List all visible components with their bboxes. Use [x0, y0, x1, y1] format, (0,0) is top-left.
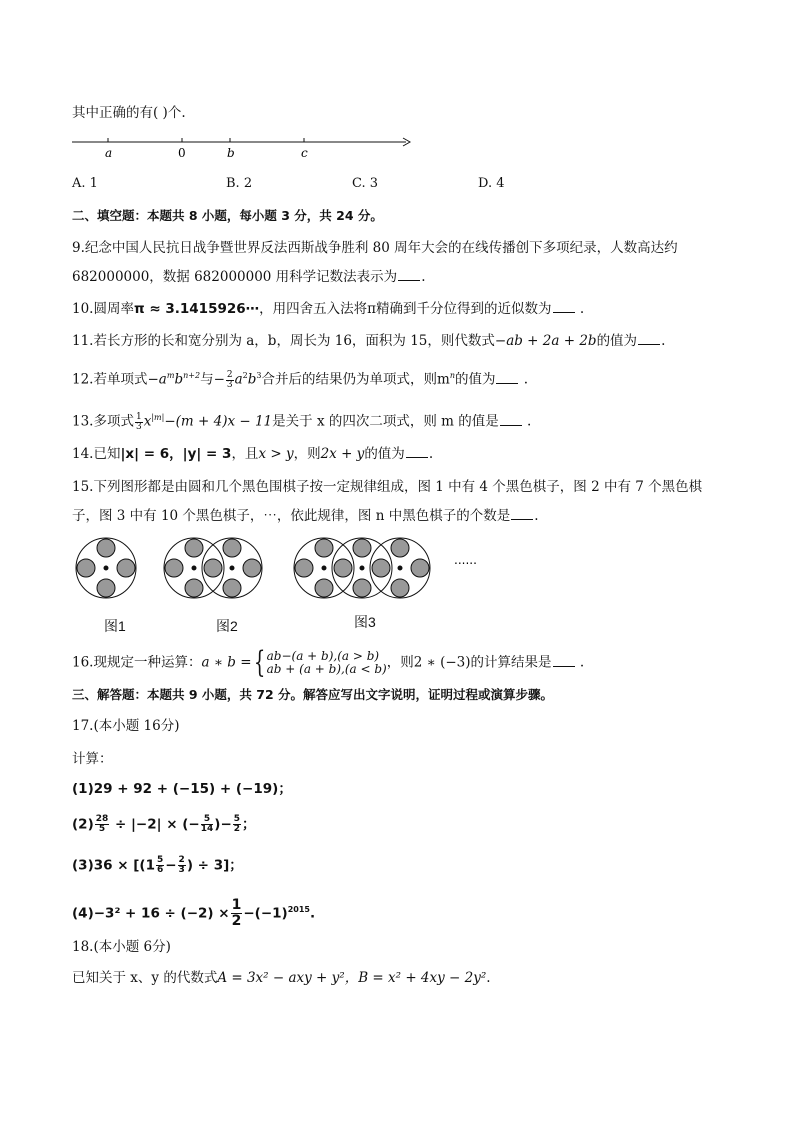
nl-label-b: b [227, 146, 235, 160]
q17-part2: (2) $\frac{28}{5}$ ÷ |−2| × (− $\frac{5}{14}$ )− $\frac{5}{2}$ ； [72, 814, 256, 834]
q18-text: 已知关于 x、y 的代数式A = 3x² − axy + y²，B = x² + 4xy − 2y². [72, 970, 491, 986]
nl-label-a: a [105, 146, 113, 160]
figure-2 [164, 538, 262, 598]
q13: 13.多项式 $\frac{1}{3}$ $x^{|m|}-(m + 4)x - 11$是关于 x 的四次二项式，则 m 的值是 . [72, 411, 532, 432]
option-b[interactable]: B. 2 [226, 176, 253, 191]
q15-line2: 子，图 3 中有 10 个黑色棋子，⋯，依此规律，图 n 中黑色棋子的个数是 . [72, 508, 539, 524]
q18-title: 18.(本小题 6分) [72, 939, 171, 955]
caption-fig1: 图1 [104, 618, 126, 634]
figure-ellipsis: ...... [454, 553, 477, 567]
q14: 14.已知|x| = 6，|y| = 3，且x > y，则2x + y的值为 . [72, 446, 434, 462]
section2-heading: 二、填空题：本题共 8 小题，每小题 3 分，共 24 分。 [72, 208, 383, 223]
figure-1 [76, 538, 136, 598]
option-d[interactable]: D. 4 [478, 176, 505, 191]
option-c[interactable]: C. 3 [352, 176, 379, 191]
q9-line2: 682000000，数据 682000000 用科学记数法表示为 . [72, 269, 426, 285]
q11: 11.若长方形的长和宽分别为 a，b，周长为 16，面积为 15，则代数式−ab + 2a + 2b的值为 . [72, 333, 666, 349]
nl-label-0: 0 [178, 146, 186, 160]
section3-heading: 三、解答题：本题共 9 小题，共 72 分。解答应写出文字说明，证明过程或演算步骤。 [72, 687, 554, 702]
nl-label-c: c [301, 146, 308, 160]
figure-3 [294, 538, 430, 598]
q15-line1: 15.下列图形都是由圆和几个黑色围棋子按一定规律组成，图 1 中有 4 个黑色棋子，图 2 中有 7 个黑色棋 [72, 479, 703, 495]
intro-text: 其中正确的有( )个. [72, 105, 186, 121]
q16: 16.现规定一种运算：a ∗ b ={ ab−(a + b),(a > b) ab + (a + b),(a < b) ，则2 ∗ (−3)的计算结果是 . [72, 645, 585, 680]
q17-title: 17.(本小题 16分) [72, 718, 180, 734]
caption-fig3: 图3 [354, 614, 376, 630]
caption-fig2: 图2 [216, 618, 238, 634]
go-pieces-figure [70, 534, 490, 606]
q10: 10.圆周率π ≈ 3.1415926⋯，用四舍五入法将π精确到千分位得到的近似数为 . [72, 301, 585, 317]
number-line [70, 132, 415, 162]
q17-part4: (4)−3² + 16 ÷ (−2) × $\frac{1}{2}$ $-(-1)^{2015}$. [72, 897, 316, 929]
q9-line1: 9.纪念中国人民抗日战争暨世界反法西斯战争胜利 80 周年大会的在线传播创下多项纪录，人数高达约 [72, 240, 678, 256]
q17-calc: 计算： [72, 751, 113, 767]
q12: 12.若单项式$-a^mb^{n+2}$与− $\frac{2}{3}$ $a^2b^3$合并后的结果仍为单项式，则$m^n$的值为 . [72, 369, 529, 390]
q17-part3: (3)36 × [(1 $\frac{5}{6}$ − $\frac{2}{3}$ ) ÷ 3]； [72, 855, 243, 875]
q17-part1: (1)29 + 92 + (−15) + (−19)； [72, 781, 292, 797]
option-a[interactable]: A. 1 [72, 176, 98, 191]
